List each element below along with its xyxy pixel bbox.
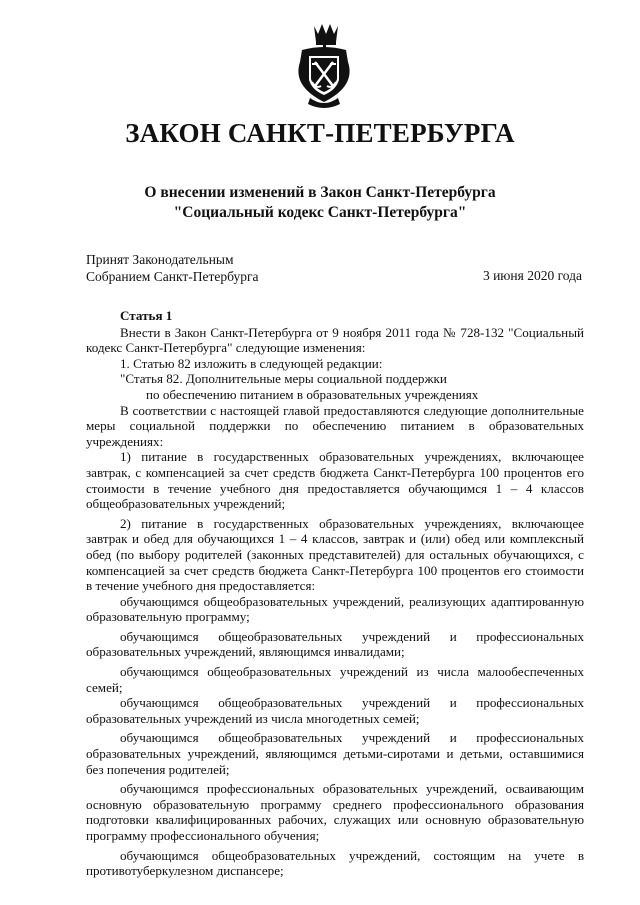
paragraph: "Статья 82. Дополнительные меры социальной поддержки [120, 371, 447, 387]
paragraph: обучающимся общеобразовательных учреждений, реализующих адаптированную образовательную программу; [86, 593, 584, 625]
adoption-date: 3 июня 2020 года [482, 268, 582, 283]
paragraph: 2) питание в государственных образовательных учреждениях, включающее завтрак и обед для обучающихся 1 – 4 классов, завтрак и (или) обед или комплексный обед (по выбору родителей (законных представителей) для остальных обучающихся, с компенсацией за счет средств бюджета Санкт-Петербурга 100 процентов его стоимости в течение учебного дня предоставляется: [86, 515, 584, 594]
article-heading: Статья 1 [120, 308, 173, 323]
adopted-line-1: Принят Законодательным [86, 252, 234, 267]
paragraph: Внести в Закон Санкт-Петербурга от 9 ноября 2011 года № 728-132 "Социальный кодекс Санкт-Петербурга" следующие изменения: [86, 324, 584, 356]
subject-line-1: О внесении изменений в Закон Санкт-Петербурга [144, 184, 496, 201]
adopted-line-2: Собранием Санкт-Петербурга [86, 269, 259, 284]
paragraph: В соответствии с настоящей главой предоставляются следующие дополнительные меры социальной поддержки по обеспечению питанием в образовательных учреждениях: [86, 402, 584, 449]
paragraph: обучающимся профессиональных образовательных учреждений, осваивающим основную образовательную программу среднего профессионального образования подготовки квалифицированных рабочих, служащих или основную образовательную программу профессионального обучения; [86, 781, 584, 843]
paragraph: 1. Статью 82 изложить в следующей редакции: [120, 355, 383, 371]
paragraph: 1) питание в государственных образовательных учреждениях, включающее завтрак, с компенсацией за счет средств бюджета Санкт-Петербурга 100 процентов его стоимости в течение учебного дня предоставляется обучающимся 1 – 4 классов общеобразовательных учреждений; [86, 449, 584, 512]
paragraph: по обеспечению питанием в образовательных учреждениях [146, 386, 479, 402]
paragraph: обучающимся общеобразовательных учреждений, состоящим на учете в противотуберкулезном диспансере; [86, 847, 584, 879]
law-title: ЗАКОН САНКТ-ПЕТЕРБУРГА [125, 118, 515, 148]
paragraph: обучающимся общеобразовательных учреждений и профессиональных образовательных учреждений, являющимся инвалидами; [86, 628, 584, 660]
subject-line-2: "Социальный кодекс Санкт-Петербурга" [173, 204, 467, 221]
paragraph: обучающимся общеобразовательных учреждений и профессиональных образовательных учреждений из числа многодетных семей; [86, 695, 584, 726]
paragraph: обучающимся общеобразовательных учреждений и профессиональных образовательных учреждений, являющимся детьми-сиротами и детьми, оставшимися без попечения родителей; [86, 730, 584, 777]
spb-coat-of-arms-icon [296, 22, 352, 108]
adopted-by [86, 251, 259, 285]
law-subject [0, 183, 640, 223]
article-body [86, 308, 584, 879]
paragraph: обучающимся общеобразовательных учреждений из числа малообеспеченных семей; [86, 664, 584, 695]
